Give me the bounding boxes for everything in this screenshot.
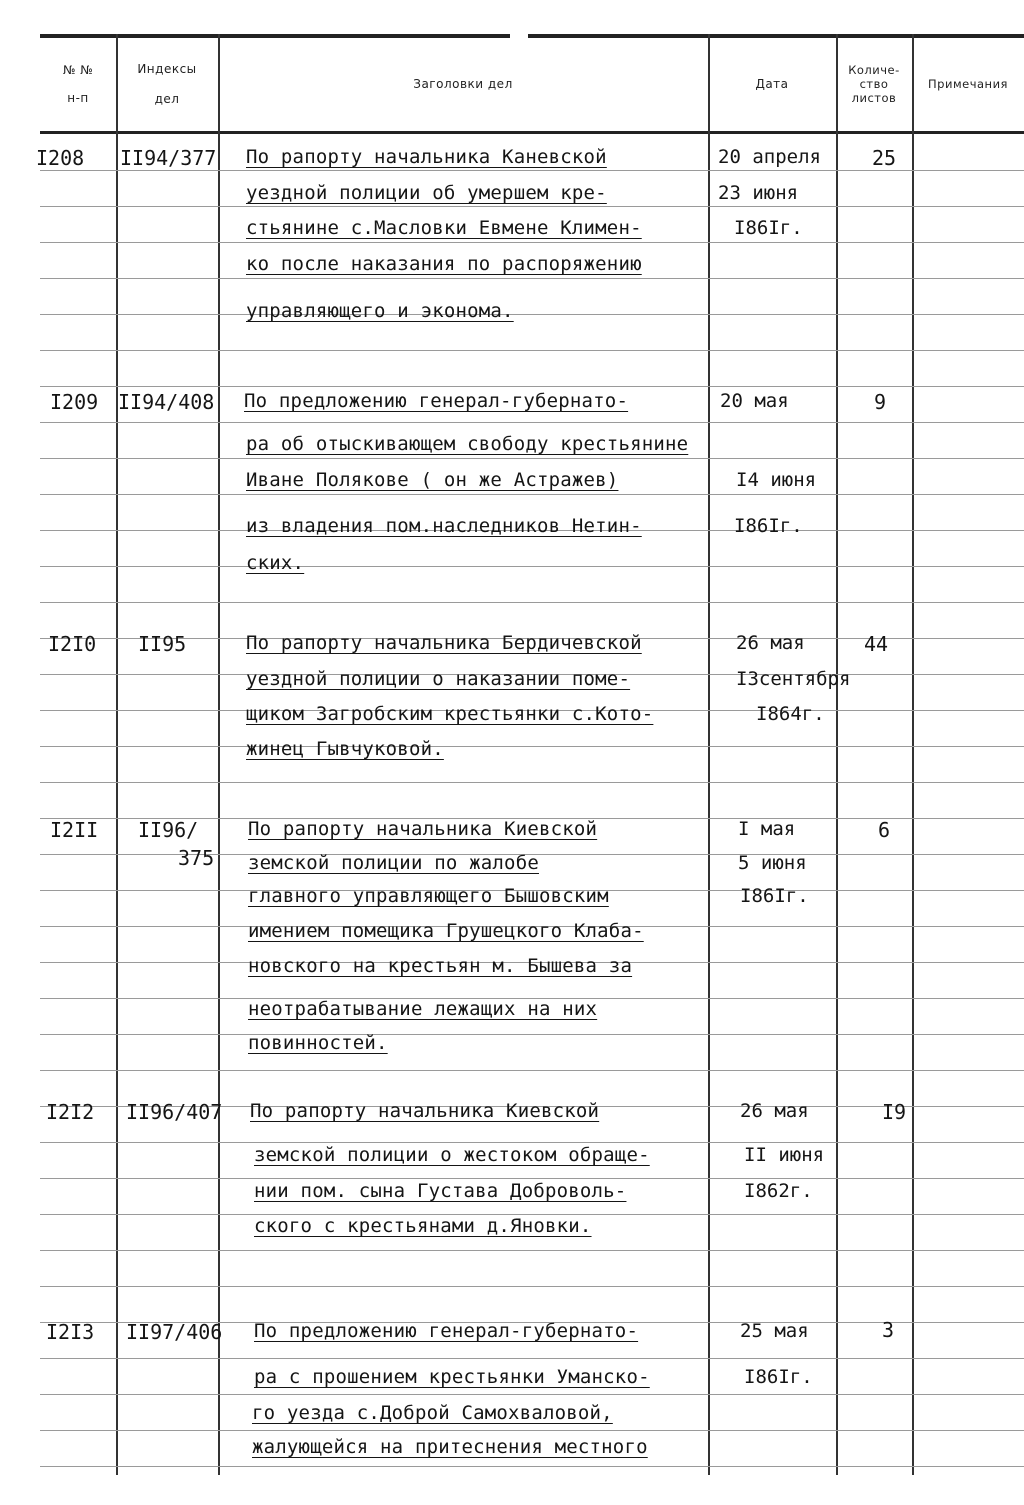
- record-date-line: I3сентября: [736, 668, 851, 690]
- record-title-line: го уезда с.Доброй Самохваловой,: [252, 1402, 613, 1424]
- record-title-line: По предложению генерал-губернато-: [244, 390, 629, 412]
- ruled-line: [40, 746, 1024, 747]
- record-number: I2I0: [48, 632, 97, 656]
- ruled-line: [40, 350, 1024, 351]
- record-title-line: ко после наказания по распоряжению: [246, 253, 642, 275]
- header-date-text: Дата: [755, 77, 789, 91]
- column-divider-2: [218, 34, 220, 1475]
- record-index: II94/408: [118, 390, 215, 414]
- ruled-line: [40, 1286, 1024, 1287]
- header-index-line2: дел: [154, 92, 180, 106]
- header-number-line1: № №: [62, 63, 94, 77]
- ruled-line: [40, 1178, 1024, 1179]
- header-title: [218, 38, 708, 130]
- record-title-line: земской полиции о жестоком обраще-: [254, 1144, 650, 1166]
- ruled-line: [40, 602, 1024, 603]
- record-number: I2I3: [46, 1320, 95, 1344]
- record-title-line: повинностей.: [248, 1032, 388, 1054]
- column-divider-5: [912, 34, 914, 1475]
- record-date-line: 25 мая: [740, 1320, 809, 1342]
- ruled-line: [40, 314, 1024, 315]
- header-sheets-line2: ство: [859, 77, 889, 91]
- record-index: II94/377: [120, 146, 217, 170]
- record-date-line: I86Iг.: [744, 1366, 813, 1388]
- header-notes-text: Примечания: [928, 77, 1008, 91]
- record-title-line: ра с прошением крестьянки Уманско-: [254, 1366, 650, 1388]
- record-sheets: 6: [878, 818, 891, 842]
- record-date-line: 5 июня: [738, 852, 807, 874]
- record-sheets: 9: [874, 390, 887, 414]
- record-date-line: I86Iг.: [734, 515, 803, 537]
- record-number: I208: [36, 146, 85, 170]
- record-title-line: уездной полиции об умершем кре-: [246, 182, 607, 204]
- header-notes: [912, 38, 1024, 130]
- column-divider-3: [708, 34, 710, 1475]
- ruled-line: [40, 1430, 1024, 1431]
- record-number: I2I2: [46, 1100, 95, 1124]
- ruled-line: [40, 206, 1024, 207]
- record-date-line: I86Iг.: [740, 885, 809, 907]
- record-date-line: I864г.: [756, 703, 825, 725]
- record-date-line: 26 мая: [740, 1100, 809, 1122]
- record-date-line: II июня: [744, 1144, 825, 1166]
- header-number: [40, 38, 116, 130]
- record-index-continued: 375: [178, 846, 215, 870]
- record-title-line: Иване Полякове ( он же Астражев): [246, 469, 619, 491]
- record-title-line: ра об отыскивающем свободу крестьянине: [246, 433, 689, 455]
- record-title-line: ского с крестьянами д.Яновки.: [254, 1215, 592, 1237]
- header-date: [708, 38, 836, 130]
- ruled-line: [40, 1250, 1024, 1251]
- record-title-line: По рапорту начальника Киевской: [248, 818, 598, 840]
- record-title-line: неотрабатывание лежащих на них: [248, 998, 598, 1020]
- ruled-line: [40, 494, 1024, 495]
- record-index: II96/407: [126, 1100, 223, 1124]
- ruled-line: [40, 278, 1024, 279]
- record-sheets: I9: [882, 1100, 907, 1124]
- header-sheets: [836, 38, 912, 130]
- header-separator: [40, 131, 1024, 134]
- record-date-line: 26 мая: [736, 632, 805, 654]
- record-title-line: земской полиции по жалобе: [248, 852, 539, 874]
- record-sheets: 44: [864, 632, 889, 656]
- record-sheets: 25: [872, 146, 897, 170]
- record-title-line: уездной полиции о наказании поме-: [246, 668, 631, 690]
- record-title-line: По рапорту начальника Киевской: [250, 1100, 600, 1122]
- header-index-line1: Индексы: [137, 62, 197, 76]
- record-index: II97/406: [126, 1320, 223, 1344]
- ruled-line: [40, 242, 1024, 243]
- header-number-line2: н-п: [67, 91, 89, 105]
- record-title-line: жинец Гывчуковой.: [246, 738, 444, 760]
- record-date-line: I мая: [738, 818, 796, 840]
- record-date-line: I4 июня: [736, 469, 817, 491]
- ruled-line: [40, 1034, 1024, 1035]
- header-title-text: Заголовки дел: [413, 77, 513, 91]
- ruled-line: [40, 386, 1024, 387]
- record-index: II95: [138, 632, 187, 656]
- record-title-line: По рапорту начальника Бердичевской: [246, 632, 642, 654]
- record-title-line: ских.: [246, 552, 305, 574]
- ruled-line: [40, 566, 1024, 567]
- record-title-line: новского на крестьян м. Бышева за: [248, 955, 633, 977]
- record-title-line: щиком Загробским крестьянки с.Кото-: [246, 703, 654, 725]
- record-index: II96/: [138, 818, 199, 842]
- record-date-line: 23 июня: [718, 182, 799, 204]
- record-title-line: управляющего и эконома.: [246, 300, 514, 322]
- record-title-line: По предложению генерал-губернато-: [254, 1320, 639, 1342]
- record-title-line: имением помещика Грушецкого Клаба-: [248, 920, 644, 942]
- ruled-line: [40, 782, 1024, 783]
- record-number: I209: [50, 390, 99, 414]
- record-title-line: стьянине с.Масловки Евмене Климен-: [246, 217, 642, 239]
- record-number: I2II: [50, 818, 99, 842]
- ruled-line: [40, 422, 1024, 423]
- ruled-line: [40, 1070, 1024, 1071]
- record-date-line: I86Iг.: [734, 217, 803, 239]
- record-title-line: По рапорту начальника Каневской: [246, 146, 607, 168]
- record-sheets: 3: [882, 1318, 895, 1342]
- ruled-line: [40, 1466, 1024, 1467]
- record-title-line: нии пом. сына Густава Доброволь-: [254, 1180, 627, 1202]
- ruled-line: [40, 458, 1024, 459]
- column-divider-1: [116, 34, 118, 1475]
- ruled-line: [40, 170, 1024, 171]
- column-divider-4: [836, 34, 838, 1475]
- record-title-line: из владения пом.наследников Нетин-: [246, 515, 642, 537]
- header-sheets-line1: Количе-: [848, 63, 900, 77]
- record-title-line: главного управляющего Бышовским: [248, 885, 609, 907]
- record-date-line: 20 мая: [720, 390, 789, 412]
- ruled-line: [40, 1142, 1024, 1143]
- ruled-line: [40, 1394, 1024, 1395]
- ruled-line: [40, 1358, 1024, 1359]
- header-index: [116, 38, 218, 130]
- record-date-line: 20 апреля: [718, 146, 821, 168]
- record-title-line: жалующейся на притеснения местного: [252, 1436, 648, 1458]
- record-date-line: I862г.: [744, 1180, 813, 1202]
- header-sheets-line3: листов: [851, 91, 897, 105]
